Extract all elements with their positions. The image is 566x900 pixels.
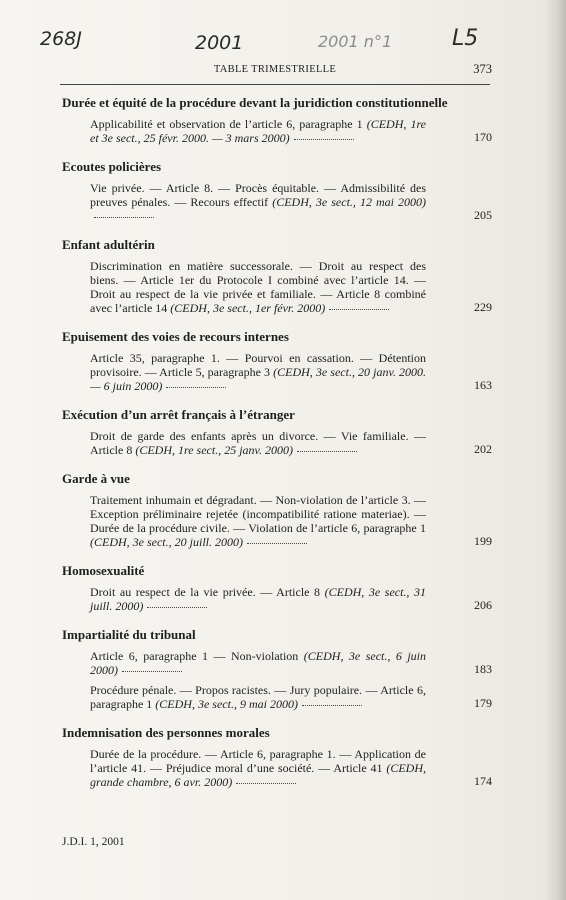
entry-description	[62, 649, 460, 677]
entry-page-number: 174	[474, 774, 492, 788]
running-head-title: TABLE TRIMESTRIELLE	[213, 64, 337, 75]
leader-dots	[236, 782, 296, 784]
leader-dots	[166, 386, 226, 388]
entry-description	[62, 493, 460, 549]
index-section	[62, 563, 492, 613]
handwritten-mark: 268J	[40, 28, 82, 50]
entry-text: Droit au respect de la vie privée. — Article 8	[90, 585, 325, 599]
index-entry	[62, 747, 492, 789]
index-entry	[62, 117, 492, 145]
index-entry	[62, 683, 492, 711]
leader-dots	[147, 606, 207, 608]
section-heading: Enfant adultérin	[62, 237, 155, 252]
entry-reference: (CEDH, grande chambre, 6 avr. 2000)	[90, 761, 426, 789]
index-content	[62, 95, 492, 803]
entry-reference: (CEDH, 3e sect., 31 juill. 2000)	[90, 585, 426, 613]
index-section	[62, 95, 492, 145]
entry-description	[62, 585, 460, 613]
entry-description	[62, 429, 460, 457]
index-entry	[62, 493, 492, 549]
entry-description	[62, 747, 460, 789]
handwritten-mark: 2001 n°1	[318, 32, 393, 51]
entry-page-number: 183	[474, 662, 492, 676]
section-heading: Durée et équité de la procédure devant la juridiction constitutionnelle	[62, 95, 448, 110]
handwritten-mark: 2001	[195, 32, 244, 54]
entry-text: Discrimination en matière successorale. — Droit au respect des biens. — Article 1er du Protocole I combiné avec l’article 14. — Droit au respect de la vie privée et familiale. — Article 8 combiné avec l’article 14	[90, 259, 426, 315]
entry-reference: (CEDH, 3e sect., 9 mai 2000)	[155, 697, 298, 711]
entry-page-number: 205	[474, 208, 492, 222]
entry-reference: (CEDH, 3e sect., 6 juin 2000)	[90, 649, 427, 677]
entry-text: Traitement inhumain et dégradant. — Non-violation de l’article 3. — Exception préliminaire rejetée (incompatibilité ratione materiae). — Durée de la procédure civile. — Violation de l’article 6, paragraphe 1	[90, 493, 426, 535]
index-section	[62, 237, 492, 315]
entry-reference: (CEDH, 3e sect., 12 mai 2000)	[272, 195, 426, 209]
entry-page-number: 170	[474, 130, 492, 144]
handwritten-mark: L5	[452, 26, 479, 51]
index-section	[62, 329, 492, 393]
index-section	[62, 407, 492, 457]
index-entry	[62, 259, 492, 315]
entry-text: Article 6, paragraphe 1 — Non-violation	[90, 649, 304, 663]
index-entry	[62, 351, 492, 393]
entry-text: Vie privée. — Article 8. — Procès équitable. — Admissibilité des preuves pénales. — Recours effectif	[90, 181, 426, 209]
section-heading: Ecoutes policières	[62, 159, 162, 174]
index-entry	[62, 649, 492, 677]
section-heading: Impartialité du tribunal	[62, 627, 196, 642]
entry-description	[62, 259, 460, 315]
entry-description	[62, 351, 460, 393]
entry-page-number: 163	[474, 378, 492, 392]
section-heading: Epuisement des voies de recours internes	[62, 329, 289, 344]
page-footer: J.D.I. 1, 2001	[62, 836, 125, 848]
page-binding-shadow	[544, 0, 566, 900]
entry-text: Procédure pénale. — Propos racistes. — Jury populaire. — Article 6, paragraphe 1	[90, 683, 426, 711]
index-entry	[62, 429, 492, 457]
page-number: 373	[473, 62, 492, 76]
leader-dots	[329, 308, 389, 310]
section-heading: Homosexualité	[62, 563, 145, 578]
entry-text: Article 35, paragraphe 1. — Pourvoi en cassation. — Détention provisoire. — Article 5, paragraphe 3	[90, 351, 426, 379]
index-entry	[62, 585, 492, 613]
index-entry	[62, 181, 492, 223]
entry-reference: (CEDH, 3e sect., 20 janv. 2000. — 6 juin 2000)	[90, 365, 426, 393]
section-heading: Exécution d’un arrêt français à l’étranger	[62, 407, 295, 422]
leader-dots	[294, 138, 354, 140]
handwritten-annotations	[0, 22, 566, 62]
entry-reference: (CEDH, 3e sect., 20 juill. 2000)	[90, 535, 243, 549]
leader-dots	[247, 542, 307, 544]
entry-page-number: 179	[474, 696, 492, 710]
leader-dots	[297, 450, 357, 452]
entry-text: Applicabilité et observation de l’article 6, paragraphe 1	[90, 117, 367, 131]
entry-description	[62, 117, 460, 145]
entry-text: Durée de la procédure. — Article 6, paragraphe 1. — Application de l’article 41. — Préjudice moral d’une société. — Article 41	[90, 747, 426, 775]
index-section	[62, 471, 492, 549]
leader-dots	[94, 216, 154, 218]
entry-description	[62, 181, 460, 223]
entry-page-number: 202	[474, 442, 492, 456]
entry-text: Droit de garde des enfants après un divorce. — Vie familiale. — Article 8	[90, 429, 426, 457]
entry-reference: (CEDH, 1re et 3e sect., 25 févr. 2000. — 3 mars 2000)	[90, 117, 426, 145]
entry-page-number: 199	[474, 534, 492, 548]
entry-page-number: 229	[474, 300, 492, 314]
index-section	[62, 725, 492, 789]
leader-dots	[122, 670, 182, 672]
section-heading: Garde à vue	[62, 471, 130, 486]
index-section	[62, 159, 492, 223]
entry-reference: (CEDH, 3e sect., 1er févr. 2000)	[170, 301, 326, 315]
leader-dots	[302, 704, 362, 706]
entry-reference: (CEDH, 1re sect., 25 janv. 2000)	[135, 443, 293, 457]
entry-description	[62, 683, 460, 711]
entry-page-number: 206	[474, 598, 492, 612]
section-heading: Indemnisation des personnes morales	[62, 725, 270, 740]
running-head	[60, 62, 490, 85]
index-section	[62, 627, 492, 711]
